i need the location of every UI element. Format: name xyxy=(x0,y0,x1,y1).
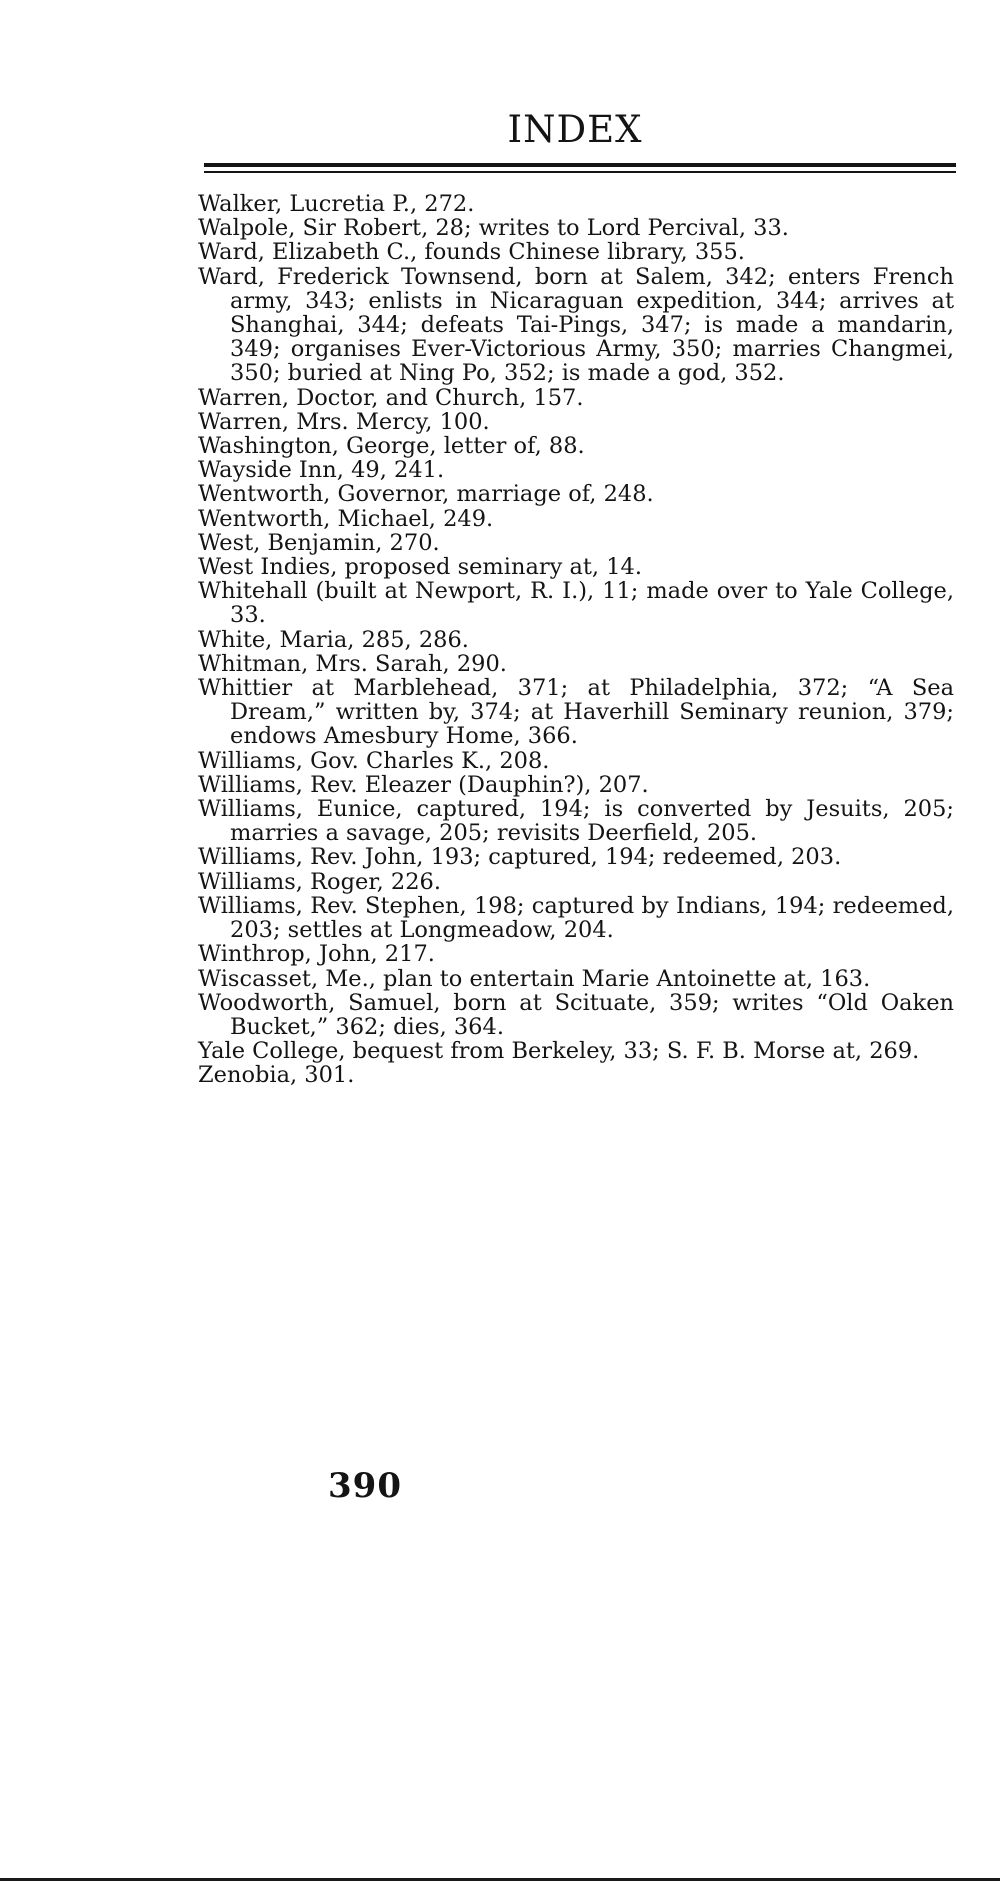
index-entry: Williams, Roger, 226. xyxy=(198,868,442,895)
index-entry: Whittier at Marblehead, 371; at Philadelphia, 372; “A Sea Dream,” written by, 374; at Haverhill Seminary reunion, 379; endows Amesbury Home, 366. xyxy=(198,675,954,750)
page-title: INDEX xyxy=(507,108,643,151)
index-entry: Ward, Frederick Townsend, born at Salem, 342; enters French army, 343; enlists in Nicaraguan expedition, 344; arrives at Shanghai, 344; defeats Tai-Pings, 347; is made a mandarin, 349; organises Ever-Victorious Army, 350; marries Changmei, 350; buried at Ning Po, 352; is made a god, 352. xyxy=(198,263,954,387)
index-entry: Whitehall (built at Newport, R. I.), 11; made over to Yale College, 33. xyxy=(198,578,954,629)
index-entry: West, Benjamin, 270. xyxy=(198,529,440,556)
index-entry: Walpole, Sir Robert, 28; writes to Lord Percival, 33. xyxy=(198,215,789,242)
index-entry: Warren, Doctor, and Church, 157. xyxy=(198,384,584,411)
index-entry: Yale College, bequest from Berkeley, 33; S. F. B. Morse at, 269. xyxy=(198,1038,920,1065)
index-entry: Walker, Lucretia P., 272. xyxy=(198,191,475,217)
index-entry: Wiscasset, Me., plan to entertain Marie Antoinette at, 163. xyxy=(198,965,871,992)
page-number: 390 xyxy=(328,1466,402,1506)
title-rule-thick xyxy=(204,163,956,167)
bottom-edge-rule xyxy=(0,1878,1000,1881)
index-list xyxy=(198,192,954,1088)
index-entry: Williams, Gov. Charles K., 208. xyxy=(198,747,550,774)
index-entry: Woodworth, Samuel, born at Scituate, 359; writes “Old Oaken Bucket,” 362; dies, 364. xyxy=(198,989,954,1040)
index-entry: Washington, George, letter of, 88. xyxy=(198,433,585,460)
index-entry: Wentworth, Governor, marriage of, 248. xyxy=(198,481,654,508)
index-entry: White, Maria, 285, 286. xyxy=(198,626,469,653)
index-entry: West Indies, proposed seminary at, 14. xyxy=(198,554,643,581)
index-entry: Williams, Rev. Stephen, 198; captured by Indians, 194; redeemed, 203; settles at Longmeadow, 204. xyxy=(198,892,954,944)
index-entry: Ward, Elizabeth C., founds Chinese library, 355. xyxy=(198,239,745,266)
index-entry: Whitman, Mrs. Sarah, 290. xyxy=(198,650,507,677)
index-entry: Wayside Inn, 49, 241. xyxy=(198,457,445,484)
title-rule-thin xyxy=(204,171,956,173)
index-entry: Warren, Mrs. Mercy, 100. xyxy=(198,408,490,435)
index-entry: Zenobia, 301. xyxy=(198,1062,355,1089)
index-entry: Wentworth, Michael, 249. xyxy=(198,505,494,532)
index-entry: Winthrop, John, 217. xyxy=(198,941,435,968)
index-entry: Williams, Rev. John, 193; captured, 194; redeemed, 203. xyxy=(198,844,842,871)
index-entry: Williams, Rev. Eleazer (Dauphin?), 207. xyxy=(198,771,649,798)
index-entry: Williams, Eunice, captured, 194; is converted by Jesuits, 205; marries a savage, 205; revisits Deerfield, 205. xyxy=(198,796,954,847)
